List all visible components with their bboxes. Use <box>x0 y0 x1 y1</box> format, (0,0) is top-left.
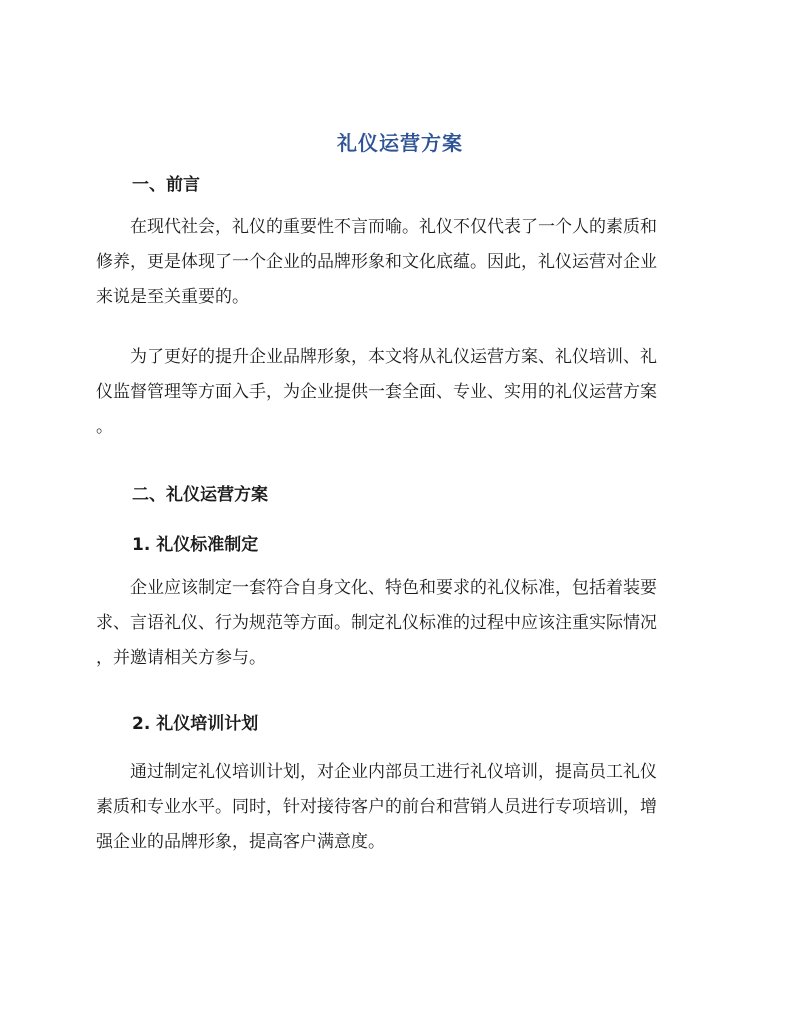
paragraph-line: 。 <box>96 417 113 437</box>
paragraph-line: 素质和专业水平。同时，针对接待客户的前台和营销人员进行专项培训，增 <box>96 797 657 817</box>
paragraph-line: 仪监督管理等方面入手，为企业提供一套全面、专业、实用的礼仪运营方案 <box>96 382 657 402</box>
paragraph-line: 修养，更是体现了一个企业的品牌形象和文化底蕴。因此，礼仪运营对企业 <box>96 252 657 272</box>
subsection-heading-standards: 1. 礼仪标准制定 <box>132 535 259 555</box>
paragraph-line: 强企业的品牌形象，提高客户满意度。 <box>96 832 385 852</box>
paragraph-line: 求、言语礼仪、行为规范等方面。制定礼仪标准的过程中应该注重实际情况 <box>96 613 657 633</box>
paragraph-line: 通过制定礼仪培训计划，对企业内部员工进行礼仪培训，提高员工礼仪 <box>130 762 657 782</box>
document-title: 礼仪运营方案 <box>337 131 463 155</box>
paragraph-line: 在现代社会，礼仪的重要性不言而喻。礼仪不仅代表了一个人的素质和 <box>130 217 657 237</box>
paragraph-line: 企业应该制定一套符合自身文化、特色和要求的礼仪标准，包括着装要 <box>130 578 657 598</box>
paragraph-standards <box>96 571 702 676</box>
subsection-heading-training: 2. 礼仪培训计划 <box>132 714 259 734</box>
paragraph-line: 为了更好的提升企业品牌形象，本文将从礼仪运营方案、礼仪培训、礼 <box>130 347 657 367</box>
section-heading-preface: 一、前言 <box>132 175 200 195</box>
paragraph-line: ，并邀请相关方参与。 <box>96 648 266 668</box>
section-heading-plan: 二、礼仪运营方案 <box>132 485 268 505</box>
paragraph-line: 来说是至关重要的。 <box>96 287 249 307</box>
paragraph-training <box>96 755 702 860</box>
paragraph-preface-1 <box>96 210 702 315</box>
paragraph-preface-2 <box>96 340 702 445</box>
